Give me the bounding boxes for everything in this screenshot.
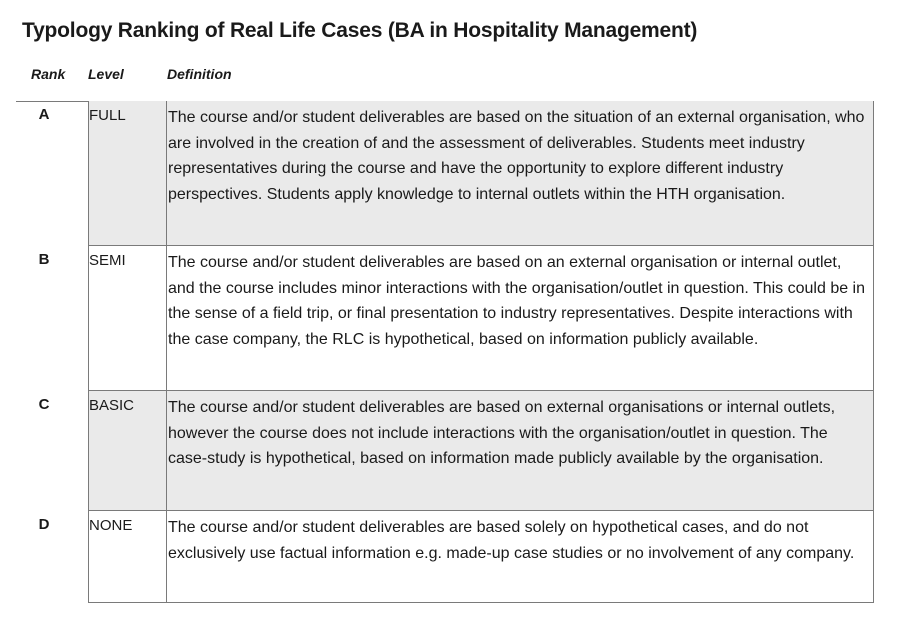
page-title: Typology Ranking of Real Life Cases (BA in Hospitality Management) [22, 19, 698, 42]
table-row-b [0, 246, 902, 391]
definition-cell: The course and/or student deliverables are based on external organisations or internal outlets, however the course does not include interactions with the organisation/outlet in question. The case-study is hypothetical, based on information made publicly available by the organisation. [166, 391, 874, 511]
rank-cell: A [38, 106, 50, 123]
rank-cell: C [38, 396, 50, 413]
rank-cell: B [38, 251, 50, 268]
level-cell: FULL [88, 101, 166, 246]
table-header [0, 66, 902, 88]
table-row-a [0, 101, 902, 246]
definition-cell: The course and/or student deliverables are based on the situation of an external organisation, who are involved in the creation of and the assessment of deliverables. Students meet industry representatives during the course and have the opportunity to explore different industry perspectives. Students apply knowledge to internal outlets within the HTH organisation. [166, 101, 874, 246]
column-header-level: Level [88, 66, 124, 82]
typology-table [0, 101, 902, 603]
level-cell: BASIC [88, 391, 166, 511]
level-cell: SEMI [88, 246, 166, 391]
definition-cell: The course and/or student deliverables are based solely on hypothetical cases, and do not exclusively use factual information e.g. made-up case studies or no involvement of any company. [166, 511, 874, 603]
level-cell: NONE [88, 511, 166, 603]
column-header-definition: Definition [167, 66, 232, 82]
table-row-c [0, 391, 902, 511]
definition-cell: The course and/or student deliverables are based on an external organisation or internal outlet, and the course includes minor interactions with the organisation/outlet in question. This could be in the sense of a field trip, or final presentation to industry representatives. Despite interactions with the case company, the RLC is hypothetical, based on information publicly available. [166, 246, 874, 391]
column-header-rank: Rank [31, 66, 66, 82]
table-row-d [0, 511, 902, 603]
rank-cell: D [38, 516, 50, 533]
